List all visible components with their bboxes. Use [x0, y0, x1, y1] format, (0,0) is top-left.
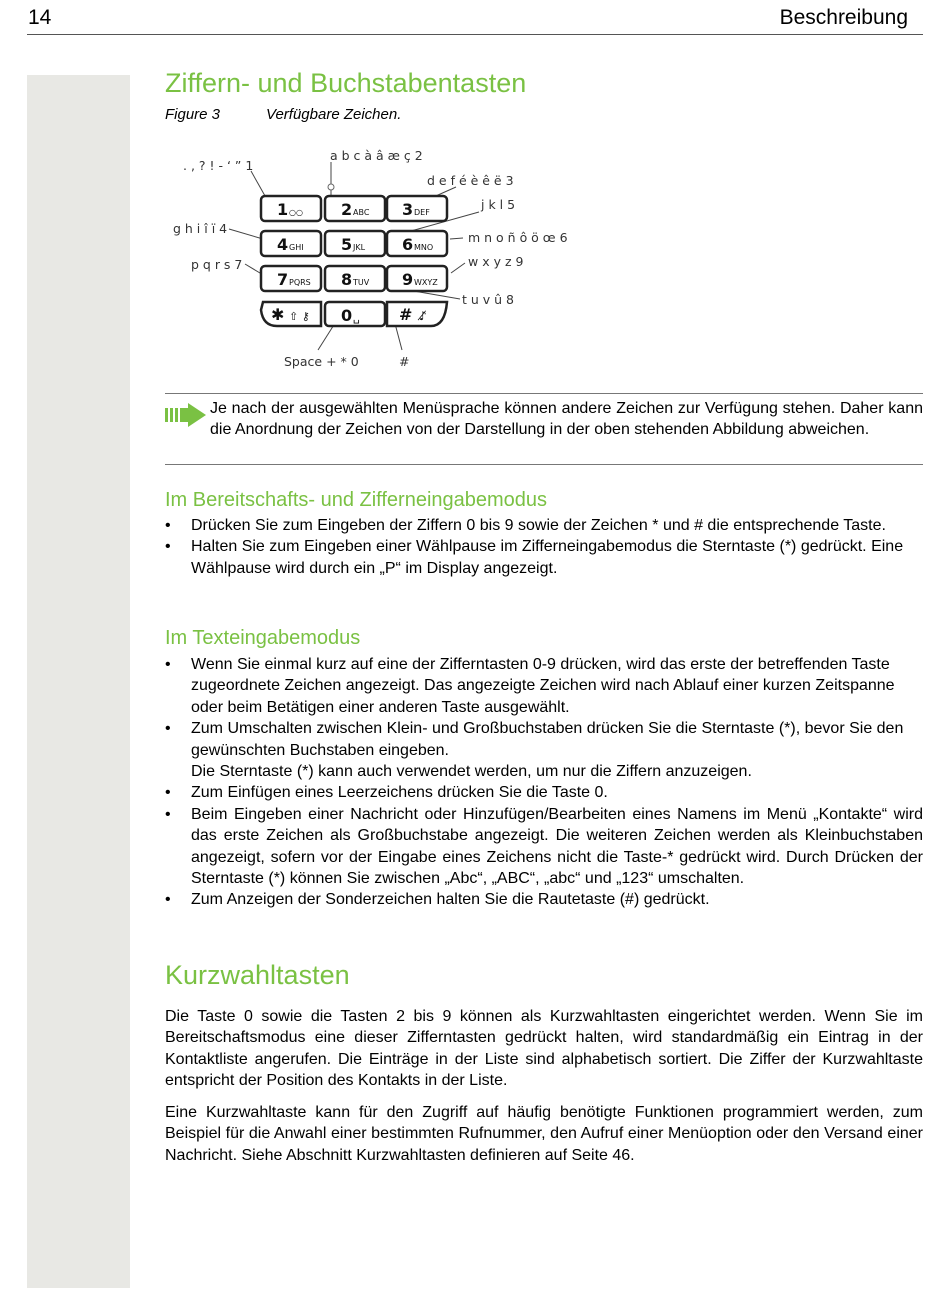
key-star-sub: ⇧ ⚷ [289, 310, 310, 323]
list-item [165, 718, 923, 782]
key-hash-digit: # [399, 305, 413, 324]
list-item: • Wenn Sie einmal kurz auf eine der Zifferntasten 0-9 drücken, wird das erste der betreffenden Taste zugeordnete Zeichen angezeigt. Das angezeigte Zeichen wird nach Ablauf einer kurzen Zeitspanne oder beim Betätigen einer anderen Taste ausgewählt. [165, 654, 923, 718]
key-hash-sub: ♪̸ [419, 309, 427, 323]
keypad-figure [165, 140, 585, 385]
key-3-sub: DEF [414, 208, 430, 217]
key-6-sub: MNO [414, 243, 434, 252]
key-star-digit: ✱ [271, 305, 285, 324]
list-item: • Zum Einfügen eines Leerzeichens drücken Sie die Taste 0. [165, 782, 923, 803]
key-8-digit: 8 [341, 270, 353, 289]
note-rule-top [165, 393, 923, 394]
callout-key-2: a b c à â æ ç 2 [330, 148, 423, 163]
key-2-sub: ABC [353, 208, 370, 217]
key-9-digit: 9 [402, 270, 414, 289]
left-margin-bar [27, 75, 130, 1288]
key-5-digit: 5 [341, 235, 353, 254]
callout-key-5: j k l 5 [481, 197, 516, 212]
section-heading-standby: Im Bereitschafts- und Zifferneingabemodus [165, 489, 548, 511]
key-1-digit: 1 [277, 200, 289, 219]
callout-key-6: m n o ñ ô ö œ 6 [468, 230, 568, 245]
header-rule [27, 34, 923, 35]
note-rule-bottom [165, 464, 923, 465]
list-item: • Halten Sie zum Eingeben einer Wählpause im Zifferneingabemodus die Sterntaste (*) gedrückt. Eine Wählpause wird durch ein „P“ im Display angezeigt. [165, 536, 923, 579]
callout-key-3: d e f é è ê ë 3 [427, 173, 514, 188]
callout-key-7: p q r s 7 [191, 257, 243, 272]
key-6-digit: 6 [402, 235, 414, 254]
page-number: 14 [28, 6, 52, 29]
callout-key-4: g h i î ï 4 [173, 221, 228, 236]
standby-bullet-list [165, 515, 923, 579]
key-1-sub: ○○ [289, 208, 303, 217]
chapter-title: Beschreibung [779, 6, 908, 29]
figure-label: Figure 3 [165, 106, 221, 123]
key-8-sub: TUV [353, 278, 370, 287]
callout-labels [173, 148, 568, 369]
key-2-digit: 2 [341, 200, 353, 219]
section-heading-speed-dial: Kurzwahltasten [165, 960, 350, 990]
section-heading-keys: Ziffern- und Buchstabentasten [165, 68, 527, 98]
section-heading-text-mode: Im Texteingabemodus [165, 627, 361, 649]
figure-caption-text: Verfügbare Zeichen. [266, 106, 402, 123]
list-item: • Zum Anzeigen der Sonderzeichen halten Sie die Rautetaste (#) gedrückt. [165, 889, 923, 910]
key-9-sub: WXYZ [414, 278, 438, 287]
text-mode-bullet-list [165, 654, 923, 911]
list-item: • Beim Eingeben einer Nachricht oder Hinzufügen/Bearbeiten eines Namens im Menü „Kontakte“ wird das erste Zeichen als Großbuchstabe angezeigt. Die weiteren Zeichen werden als Kleinbuchstaben angezeigt, sofern vor der Eingabe eines Zeichens nicht die Taste-* gedrückt wird. Durch Drücken der Sterntaste (*) können Sie zwischen „Abc“, „ABC“, „abc“ und „123“ umschalten. [165, 804, 923, 890]
callout-key-hash: # [399, 354, 410, 369]
list-item-text: • Zum Umschalten zwischen Klein- und Großbuchstaben drücken Sie die Sterntaste (*), bevor Sie den gewünschten Buchstaben eingeben. [191, 720, 904, 759]
key-5-sub: JKL [353, 243, 366, 252]
callout-key-0: Space + * 0 [284, 354, 359, 369]
key-4-sub: GHI [289, 243, 304, 252]
key-0-digit: 0 [341, 306, 353, 325]
figure-caption [165, 106, 401, 123]
key-3-digit: 3 [402, 200, 414, 219]
list-item: • Drücken Sie zum Eingeben der Ziffern 0 bis 9 sowie der Zeichen * und # die entsprechende Taste. [165, 515, 923, 536]
list-item-extra: Die Sterntaste (*) kann auch verwendet werden, um nur die Ziffern anzuzeigen. [191, 763, 752, 781]
key-7-digit: 7 [277, 270, 289, 289]
note-text: Je nach der ausgewählten Menüsprache können andere Zeichen zur Verfügung stehen. Daher kann die Anordnung der Zeichen von der Darstellung in der oben stehenden Abbildung abweichen. [210, 400, 923, 438]
paragraph: Eine Kurzwahltaste kann für den Zugriff auf häufig benötigte Funktionen programmiert werden, zum Beispiel für die Anwahl einer bestimmten Rufnummer, den Aufruf einer Menüoption oder den Versand einer Nachricht. Siehe Abschnitt Kurzwahltasten definieren auf Seite 46. [165, 1104, 923, 1164]
paragraph: Die Taste 0 sowie die Tasten 2 bis 9 können als Kurzwahltasten eingerichtet werden. Wenn Sie im Bereitschaftsmodus eine dieser Zifferntasten gedrückt halten, wird standardmäßig ein Eintrag in der Kontaktliste angerufen. Die Einträge in der Liste sind alphabetisch sortiert. Die Ziffer der Kurzwahltaste entspricht der Position des Kontakts in der Liste. [165, 1008, 923, 1090]
callout-key-1: . , ? ! - ‘ ” 1 [183, 158, 254, 173]
key-7-sub: PQRS [289, 278, 311, 287]
callout-key-9: w x y z 9 [468, 254, 524, 269]
callout-key-8: t u v û 8 [462, 292, 514, 307]
key-0-sub: ␣ [353, 311, 360, 324]
note-arrow-icon [165, 403, 207, 432]
key-4-digit: 4 [277, 235, 289, 254]
